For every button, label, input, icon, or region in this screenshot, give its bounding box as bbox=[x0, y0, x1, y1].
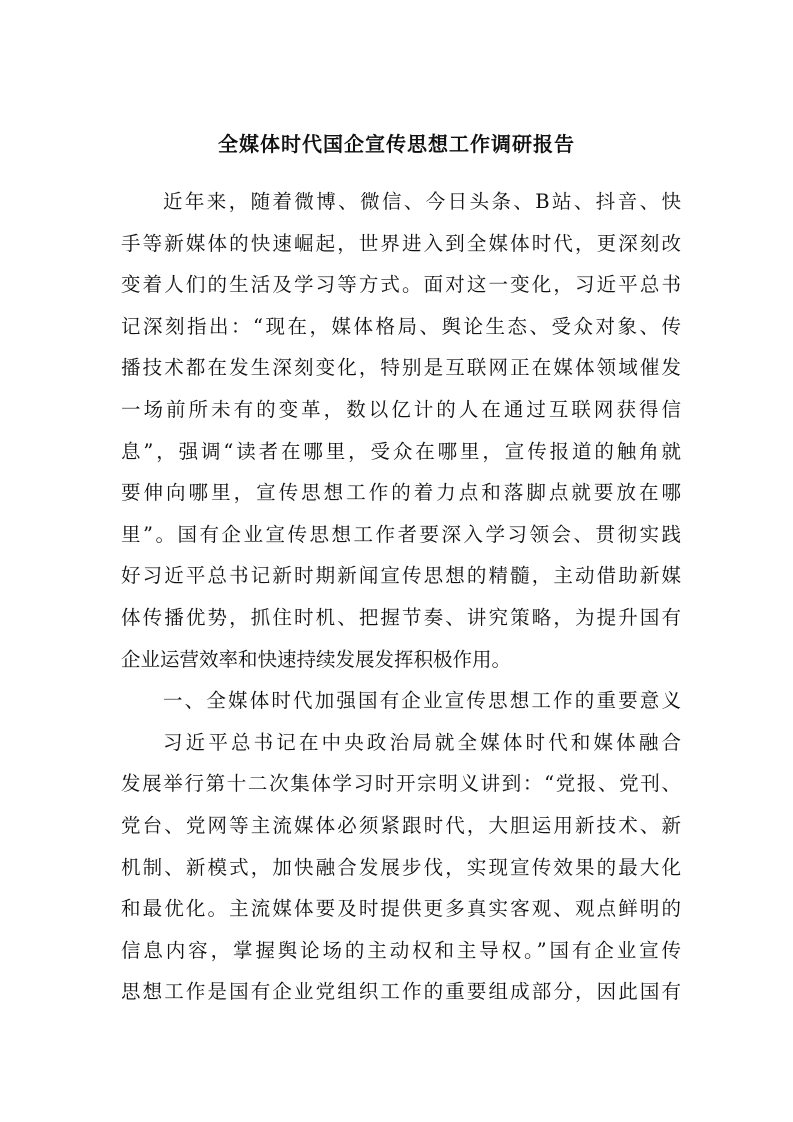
text-line: 和最优化。主流媒体要及时提供更多真实客观、观点鲜明的 bbox=[121, 897, 681, 921]
text-line: 信息内容，掌握舆论场的主动权和主导权。”国有企业宣传 bbox=[121, 938, 681, 962]
text-line: 党台、党网等主流媒体必须紧跟时代，大胆运用新技术、新 bbox=[121, 813, 681, 837]
document-body bbox=[121, 181, 681, 1013]
text-line: 变着人们的生活及学习等方式。面对这一变化，习近平总书 bbox=[121, 273, 681, 297]
text-line: 一、全媒体时代加强国有企业宣传思想工作的重要意义 bbox=[163, 689, 681, 713]
text-line: 息”，强调“读者在哪里，受众在哪里，宣传报道的触角就 bbox=[121, 439, 681, 463]
text-line: 好习近平总书记新时期新闻宣传思想的精髓，主动借助新媒 bbox=[121, 564, 681, 588]
text-line: 机制、新模式，加快融合发展步伐，实现宣传效果的最大化 bbox=[121, 855, 681, 879]
text-line: 体传播优势，抓住时机、把握节奏、讲究策略，为提升国有 bbox=[121, 605, 681, 629]
text-line: 要伸向哪里，宣传思想工作的着力点和落脚点就要放在哪 bbox=[121, 481, 681, 505]
text-line: 播技术都在发生深刻变化，特别是互联网正在媒体领域催发 bbox=[121, 356, 681, 380]
text-line: 习近平总书记在中央政治局就全媒体时代和媒体融合 bbox=[163, 730, 681, 754]
text-line: 企业运营效率和快速持续发展发挥积极作用。 bbox=[121, 647, 512, 671]
text-line: 一场前所未有的变革，数以亿计的人在通过互联网获得信 bbox=[121, 397, 681, 421]
text-line: 发展举行第十二次集体学习时开宗明义讲到：“党报、党刊、 bbox=[121, 772, 681, 796]
text-line: 近年来，随着微博、微信、今日头条、B站、抖音、快 bbox=[163, 190, 681, 213]
document-title: 全媒体时代国企宣传思想工作调研报告 bbox=[218, 132, 575, 156]
text-line: 思想工作是国有企业党组织工作的重要组成部分，因此国有 bbox=[121, 980, 681, 1004]
text-line: 手等新媒体的快速崛起，世界进入到全媒体时代，更深刻改 bbox=[121, 231, 681, 255]
text-line: 里”。国有企业宣传思想工作者要深入学习领会、贯彻实践 bbox=[121, 522, 681, 546]
text-line: 记深刻指出：“现在，媒体格局、舆论生态、受众对象、传 bbox=[121, 314, 681, 338]
